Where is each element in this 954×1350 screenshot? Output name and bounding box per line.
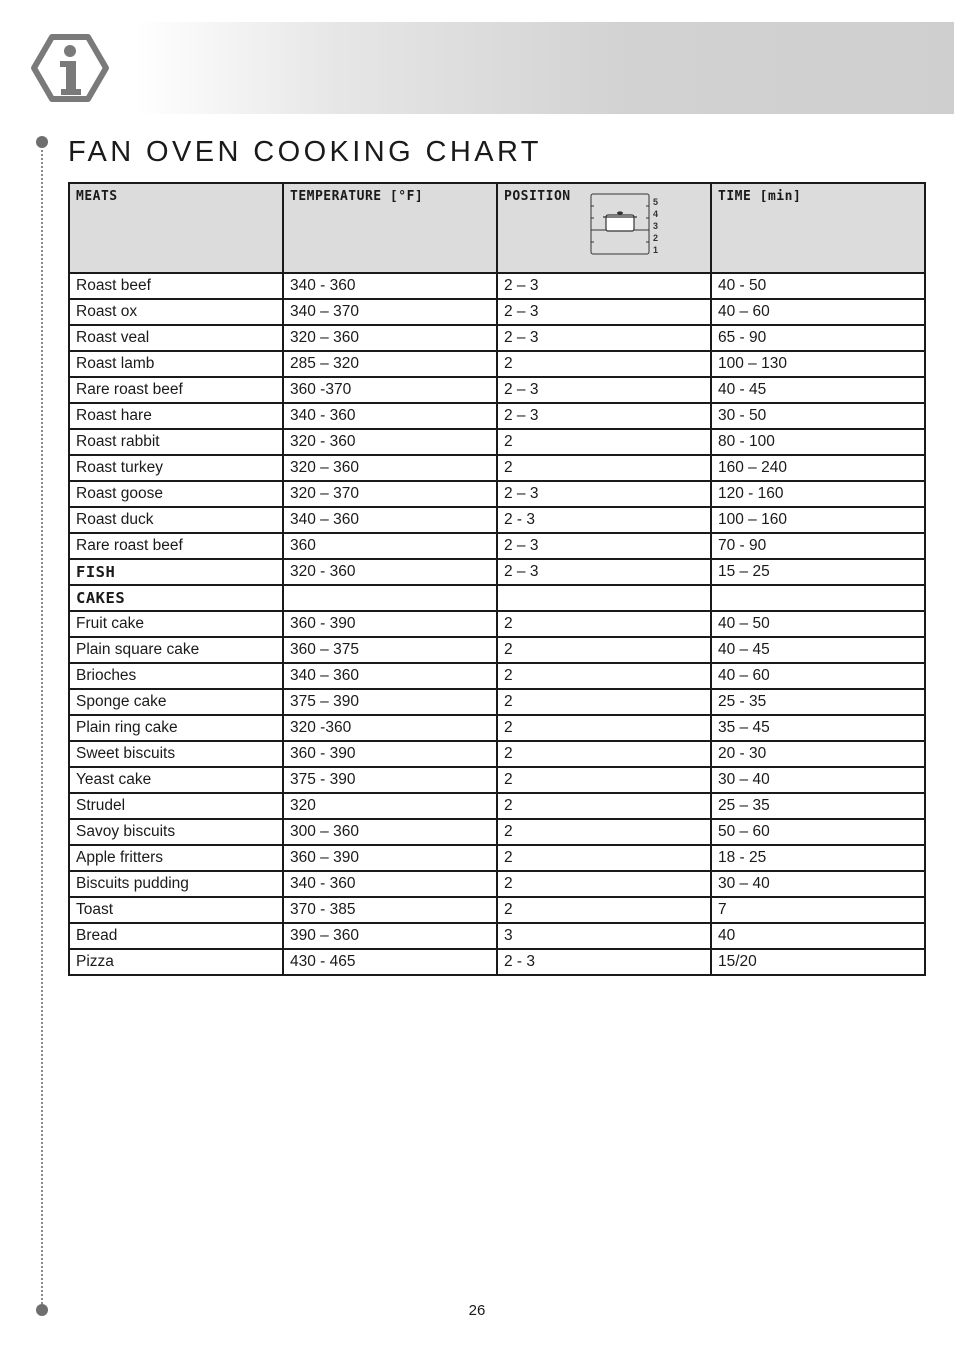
table-row <box>69 481 925 507</box>
cell-temp: 390 – 360 <box>283 923 497 949</box>
cell-time: 35 – 45 <box>711 715 925 741</box>
header-position-label: POSITION <box>504 189 571 204</box>
oven-level-2: 2 <box>653 233 659 243</box>
cell-temp: 360 - 390 <box>283 611 497 637</box>
table-header-row <box>69 183 925 273</box>
oven-shelf-icon <box>590 193 664 255</box>
cell-temp: 430 - 465 <box>283 949 497 975</box>
table-row <box>69 429 925 455</box>
cell-temp: 320 -360 <box>283 715 497 741</box>
cell-name: Sponge cake <box>69 689 283 715</box>
table-row <box>69 767 925 793</box>
cell-temp: 370 - 385 <box>283 897 497 923</box>
cell-pos: 2 <box>497 689 711 715</box>
table-row <box>69 949 925 975</box>
cell-name: Biscuits pudding <box>69 871 283 897</box>
cell-time: 40 <box>711 923 925 949</box>
cell-temp: 375 – 390 <box>283 689 497 715</box>
cell-pos: 2 <box>497 715 711 741</box>
oven-level-3: 3 <box>653 221 659 231</box>
cell-temp: 300 – 360 <box>283 819 497 845</box>
cell-time: 25 - 35 <box>711 689 925 715</box>
cakes-section-row <box>69 585 925 611</box>
cell-temp: 340 - 360 <box>283 403 497 429</box>
cell-temp: 360 -370 <box>283 377 497 403</box>
cell-time: 30 – 40 <box>711 767 925 793</box>
cell-pos: 2 <box>497 871 711 897</box>
header-temperature: TEMPERATURE [°F] <box>283 183 497 273</box>
cell-time: 40 – 60 <box>711 663 925 689</box>
margin-dot-top <box>36 136 48 148</box>
cakes-empty-cell <box>497 585 711 611</box>
cell-pos: 2 <box>497 455 711 481</box>
cell-time: 65 - 90 <box>711 325 925 351</box>
header-meats: MEATS <box>69 183 283 273</box>
cell-pos: 2 – 3 <box>497 325 711 351</box>
cell-time: 100 – 130 <box>711 351 925 377</box>
table-row <box>69 637 925 663</box>
cell-pos: 2 <box>497 351 711 377</box>
cell-pos: 2 <box>497 897 711 923</box>
cell-time: 18 - 25 <box>711 845 925 871</box>
table-row <box>69 507 925 533</box>
cell-name: Roast veal <box>69 325 283 351</box>
cell-name: Rare roast beef <box>69 377 283 403</box>
cell-pos: 2 - 3 <box>497 507 711 533</box>
cell-pos: 2 <box>497 663 711 689</box>
table-body <box>69 273 925 975</box>
table-row <box>69 403 925 429</box>
cell-pos: 2 – 3 <box>497 481 711 507</box>
page-number: 26 <box>468 1302 486 1319</box>
cell-pos: 2 <box>497 611 711 637</box>
cooking-chart-table <box>68 182 926 976</box>
cell-name: Roast turkey <box>69 455 283 481</box>
cell-temp: 320 – 360 <box>283 325 497 351</box>
cell-name: Toast <box>69 897 283 923</box>
oven-level-1: 1 <box>653 245 659 255</box>
cell-time: 50 – 60 <box>711 819 925 845</box>
cell-pos: 2 – 3 <box>497 273 711 299</box>
cakes-empty-cell <box>711 585 925 611</box>
cakes-label: CAKES <box>69 585 283 611</box>
cell-name: Plain ring cake <box>69 715 283 741</box>
cell-pos: 3 <box>497 923 711 949</box>
cell-temp: 320 <box>283 793 497 819</box>
table-row <box>69 351 925 377</box>
table-row <box>69 741 925 767</box>
fish-label: FISH <box>69 559 283 585</box>
table-row <box>69 663 925 689</box>
fish-row <box>69 559 925 585</box>
table-row <box>69 845 925 871</box>
header-time: TIME [min] <box>711 183 925 273</box>
table-row <box>69 611 925 637</box>
page-title: FAN OVEN COOKING CHART <box>68 136 542 168</box>
cell-pos: 2 – 3 <box>497 377 711 403</box>
cell-pos: 2 – 3 <box>497 403 711 429</box>
table-row <box>69 715 925 741</box>
cell-temp: 360 – 375 <box>283 637 497 663</box>
table-row <box>69 923 925 949</box>
cell-pos: 2 <box>497 741 711 767</box>
fish-time: 15 – 25 <box>711 559 925 585</box>
cell-name: Yeast cake <box>69 767 283 793</box>
cell-name: Sweet biscuits <box>69 741 283 767</box>
cell-time: 30 - 50 <box>711 403 925 429</box>
dotted-margin-line <box>41 150 43 1308</box>
cell-temp: 360 – 390 <box>283 845 497 871</box>
cell-time: 40 – 45 <box>711 637 925 663</box>
cell-temp: 320 – 360 <box>283 455 497 481</box>
header-position <box>497 183 711 273</box>
cell-temp: 375 - 390 <box>283 767 497 793</box>
fish-temp: 320 - 360 <box>283 559 497 585</box>
cell-temp: 285 – 320 <box>283 351 497 377</box>
oven-level-5: 5 <box>653 197 659 207</box>
cell-pos: 2 – 3 <box>497 533 711 559</box>
cell-pos: 2 – 3 <box>497 299 711 325</box>
oven-level-4: 4 <box>653 209 659 219</box>
cell-temp: 340 - 360 <box>283 871 497 897</box>
cell-pos: 2 <box>497 429 711 455</box>
cell-temp: 360 <box>283 533 497 559</box>
table-row <box>69 793 925 819</box>
cell-name: Pizza <box>69 949 283 975</box>
cell-name: Roast beef <box>69 273 283 299</box>
cell-temp: 340 – 360 <box>283 507 497 533</box>
cell-name: Strudel <box>69 793 283 819</box>
cell-time: 160 – 240 <box>711 455 925 481</box>
cell-name: Roast duck <box>69 507 283 533</box>
table-row <box>69 871 925 897</box>
fish-pos: 2 – 3 <box>497 559 711 585</box>
cell-name: Roast ox <box>69 299 283 325</box>
cell-time: 40 – 50 <box>711 611 925 637</box>
cell-name: Bread <box>69 923 283 949</box>
table-row <box>69 689 925 715</box>
table-row <box>69 299 925 325</box>
header-band <box>135 22 954 114</box>
cell-time: 80 - 100 <box>711 429 925 455</box>
cell-name: Roast rabbit <box>69 429 283 455</box>
cell-temp: 340 – 370 <box>283 299 497 325</box>
cell-pos: 2 <box>497 793 711 819</box>
cell-time: 70 - 90 <box>711 533 925 559</box>
cell-temp: 360 - 390 <box>283 741 497 767</box>
cell-time: 30 – 40 <box>711 871 925 897</box>
cell-temp: 340 - 360 <box>283 273 497 299</box>
cell-time: 40 – 60 <box>711 299 925 325</box>
cell-time: 40 - 50 <box>711 273 925 299</box>
table-row <box>69 325 925 351</box>
cell-temp: 320 - 360 <box>283 429 497 455</box>
cell-pos: 2 <box>497 845 711 871</box>
table-row <box>69 455 925 481</box>
cell-name: Roast lamb <box>69 351 283 377</box>
cell-time: 25 – 35 <box>711 793 925 819</box>
table-row <box>69 819 925 845</box>
cell-temp: 340 – 360 <box>283 663 497 689</box>
cell-name: Fruit cake <box>69 611 283 637</box>
table-row <box>69 377 925 403</box>
cell-time: 7 <box>711 897 925 923</box>
cell-pos: 2 <box>497 637 711 663</box>
cell-pos: 2 <box>497 819 711 845</box>
table-row <box>69 897 925 923</box>
cell-time: 100 – 160 <box>711 507 925 533</box>
table-row <box>69 273 925 299</box>
cell-name: Plain square cake <box>69 637 283 663</box>
cell-name: Rare roast beef <box>69 533 283 559</box>
cell-temp: 320 – 370 <box>283 481 497 507</box>
table-row <box>69 533 925 559</box>
cell-name: Roast goose <box>69 481 283 507</box>
cell-pos: 2 - 3 <box>497 949 711 975</box>
cell-name: Brioches <box>69 663 283 689</box>
cell-time: 15/20 <box>711 949 925 975</box>
cell-time: 40 - 45 <box>711 377 925 403</box>
cell-time: 20 - 30 <box>711 741 925 767</box>
cell-name: Savoy biscuits <box>69 819 283 845</box>
info-icon <box>30 33 110 103</box>
cell-pos: 2 <box>497 767 711 793</box>
cell-time: 120 - 160 <box>711 481 925 507</box>
cell-name: Apple fritters <box>69 845 283 871</box>
cakes-empty-cell <box>283 585 497 611</box>
cell-name: Roast hare <box>69 403 283 429</box>
